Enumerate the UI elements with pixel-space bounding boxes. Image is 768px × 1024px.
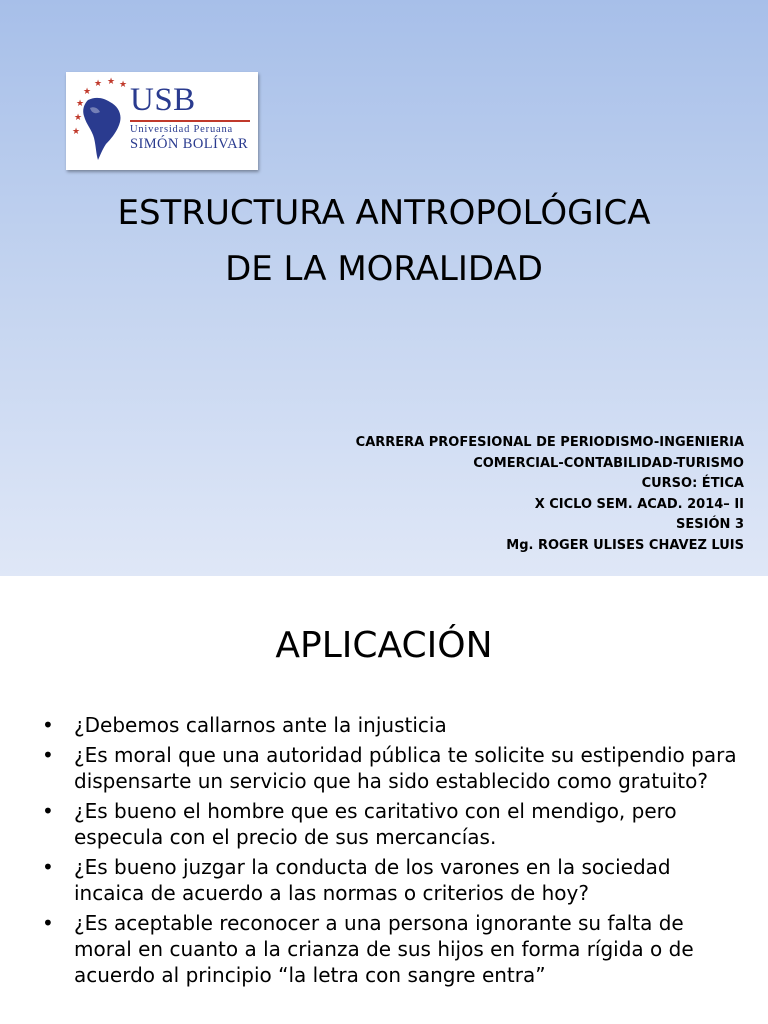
logo-acronym: USB: [130, 82, 196, 118]
info-line-session: SESIÓN 3: [676, 517, 744, 532]
bullet-icon: •: [42, 799, 54, 823]
info-line-career: CARRERA PROFESIONAL DE PERIODISMO-INGENIERIA: [355, 435, 744, 450]
svg-text:★: ★: [72, 127, 81, 137]
university-logo: [66, 72, 258, 170]
list-item-text: ¿Es bueno el hombre que es caritativo con el mendigo, pero especula con el precio de sus mercancías.: [74, 799, 677, 849]
info-line-career-cont: COMERCIAL-CONTABILIDAD-TURISMO: [473, 455, 744, 471]
bullet-icon: •: [42, 911, 54, 935]
list-item: [40, 742, 740, 794]
list-item-text: ¿Es aceptable reconocer a una persona ignorante su falta de moral en cuanto a la crianza de sus hijos en forma rígida o de acuerdo al principio “la letra con sangre entra”: [74, 911, 694, 987]
list-item: [40, 910, 740, 988]
list-item-text: ¿Es bueno juzgar la conducta de los varones en la sociedad incaica de acuerdo a las normas o criterios de hoy?: [74, 855, 671, 905]
info-line-course: CURSO: ÉTICA: [641, 476, 744, 491]
logo-subtitle: Universidad Peruana: [130, 124, 233, 135]
svg-text:★: ★: [74, 113, 83, 123]
list-item: [40, 712, 740, 738]
info-line-teacher: Mg. ROGER ULISES CHAVEZ LUIS: [506, 537, 744, 553]
slide-title-line2: DE LA MORALIDAD: [225, 249, 543, 289]
svg-text:★: ★: [107, 77, 116, 87]
list-item: [40, 854, 740, 906]
question-list: [40, 712, 740, 992]
svg-text:★: ★: [119, 80, 128, 90]
svg-text:★: ★: [94, 79, 103, 89]
bullet-icon: •: [42, 855, 54, 879]
course-info: [356, 433, 744, 556]
logo-divider: [130, 120, 250, 122]
list-item: [40, 798, 740, 850]
logo-university-name: SIMÓN BOLÍVAR: [130, 136, 249, 152]
info-line-cycle: X CICLO SEM. ACAD. 2014– II: [534, 496, 744, 512]
svg-text:★: ★: [76, 99, 85, 109]
bullet-icon: •: [42, 743, 54, 767]
slide-title-line1: ESTRUCTURA ANTROPOLÓGICA: [117, 193, 651, 233]
list-item-text: ¿Es moral que una autoridad pública te solicite su estipendio para dispensarte un servicio que ha sido establecido como gratuito?: [74, 743, 737, 793]
application-slide: [0, 576, 768, 1024]
bullet-icon: •: [42, 713, 54, 737]
application-title: APLICACIÓN: [275, 625, 493, 666]
svg-text:★: ★: [83, 87, 92, 97]
list-item-text: ¿Debemos callarnos ante la injusticia: [74, 713, 447, 737]
